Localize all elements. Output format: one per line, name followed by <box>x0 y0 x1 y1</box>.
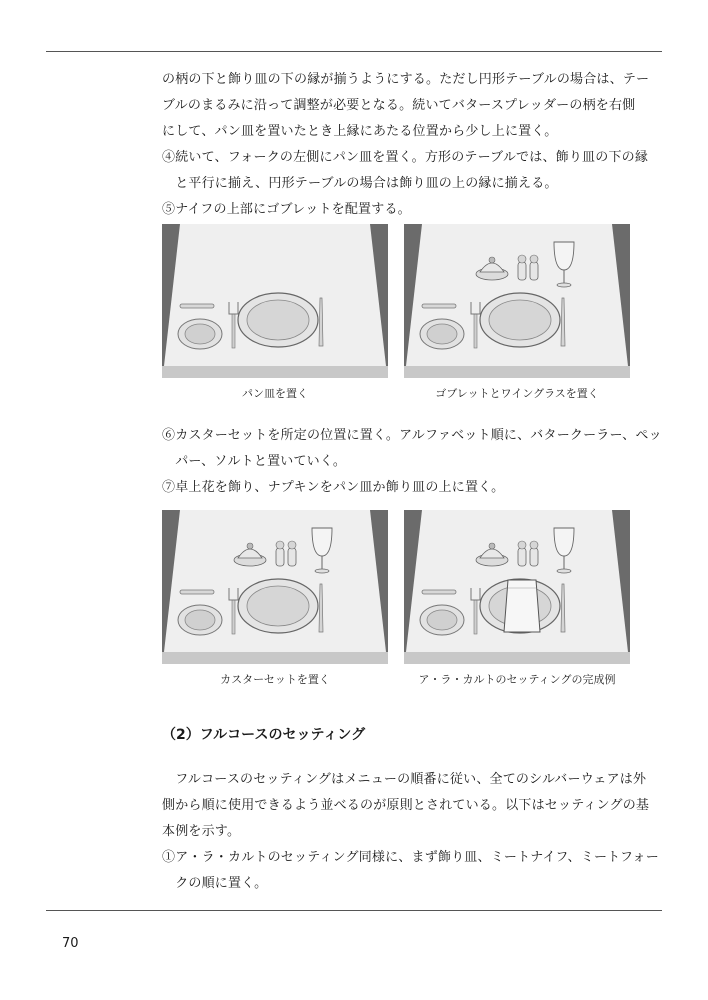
figure-caption: ア・ラ・カルトのセッティングの完成例 <box>418 673 616 686</box>
paragraph-block-1 <box>162 67 650 223</box>
text-line: ①ア・ラ・カルトのセッティング同様に、まず飾り皿、ミートナイフ、ミートフォー <box>162 850 659 865</box>
paragraph-block-3 <box>162 767 659 897</box>
text-line: クの順に置く。 <box>162 876 268 891</box>
text-line: フルコースのセッティングはメニューの順番に従い、全てのシルバーウェアは外 <box>162 772 647 787</box>
figure-goblet-wine-glass <box>404 224 630 378</box>
text-line: ⑥カスターセットを所定の位置に置く。アルファベット順に、バタークーラー、ペッ <box>162 428 662 443</box>
figure-caster-set <box>162 510 388 664</box>
text-line: ⑤ナイフの上部にゴブレットを配置する。 <box>162 202 411 217</box>
text-line: ブルのまるみに沿って調整が必要となる。続いてバタースプレッダーの柄を右側 <box>162 98 636 113</box>
figure-a-la-carte-complete <box>404 510 630 664</box>
text-line: と平行に揃え、円形テーブルの場合は飾り皿の上の縁に揃える。 <box>162 176 558 191</box>
text-line: 側から順に使用できるよう並べるのが原則とされている。以下はセッティングの基 <box>162 798 650 813</box>
paragraph-block-2 <box>162 423 662 501</box>
page-number: 70 <box>62 936 79 951</box>
text-line: ⑦卓上花を飾り、ナプキンをパン皿か飾り皿の上に置く。 <box>162 480 505 495</box>
top-rule <box>46 51 662 52</box>
text-line: にして、パン皿を置いたとき上縁にあたる位置から少し上に置く。 <box>162 124 558 139</box>
text-line: ④続いて、フォークの左側にパン皿を置く。方形のテーブルでは、飾り皿の下の縁 <box>162 150 649 165</box>
text-line: 本例を示す。 <box>162 824 241 839</box>
text-line: パー、ソルトと置いていく。 <box>162 454 347 469</box>
figure-bread-plate <box>162 224 388 378</box>
figure-caption: カスターセットを置く <box>220 673 330 686</box>
bottom-rule <box>46 910 662 911</box>
figure-caption: パン皿を置く <box>242 387 308 400</box>
section-heading: （2）フルコースのセッティング <box>162 727 366 743</box>
figure-caption: ゴブレットとワイングラスを置く <box>435 387 599 400</box>
text-line: の柄の下と飾り皿の下の縁が揃うようにする。ただし円形テーブルの場合は、テー <box>162 72 650 87</box>
